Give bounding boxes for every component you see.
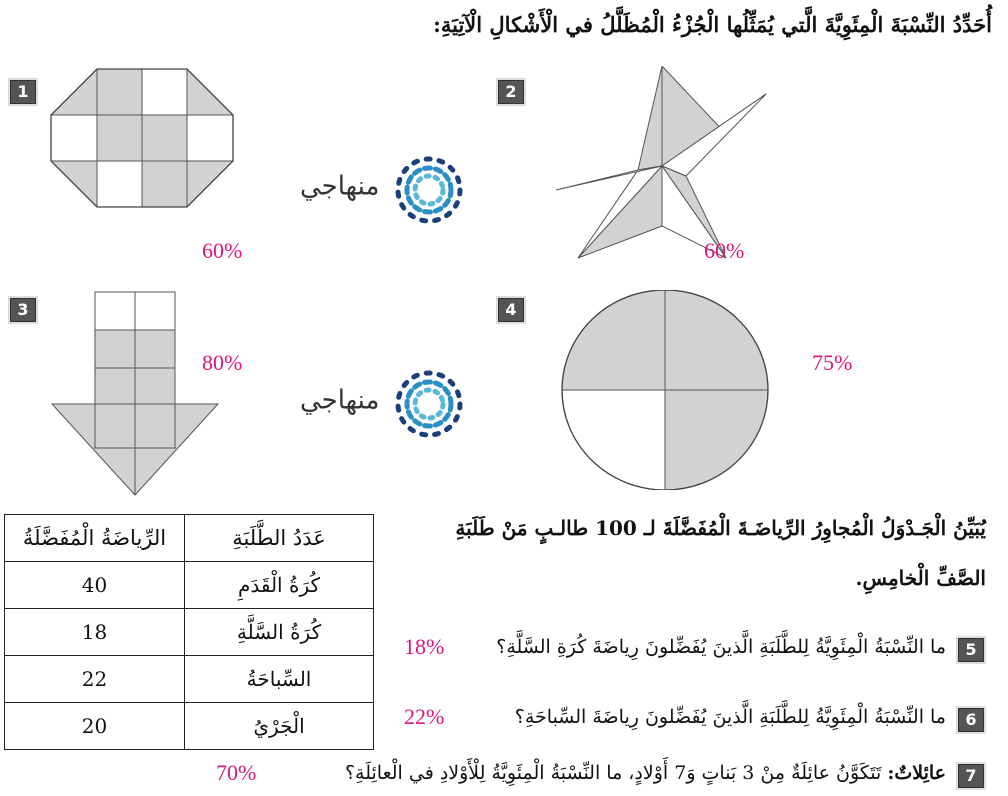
watermark-emblem-icon (385, 152, 473, 228)
star-shape (556, 66, 770, 262)
answer-text: 18% (404, 634, 445, 659)
question-text: تَتَكَوَّنُ عائِلَةٌ مِنْ 3 بَناتٍ وَ7 أَوْلادٍ، ما النِّسْبَةُ الْمِئَوِيَّةُ لِلْأَوْلادِ في الْعائِلَةِ؟ (344, 762, 882, 784)
table-row (5, 703, 374, 750)
table-header-cell: عَدَدُ الطَّلَبَةِ (185, 515, 374, 562)
sport-cell: كُرَةُ الْقَدَمِ (185, 562, 374, 609)
question-number-badge: 5 (956, 636, 986, 664)
watermark-logo (300, 152, 473, 228)
favorite-sports-table (4, 514, 374, 750)
answer-text: 60% (202, 238, 243, 263)
watermark-text: منهاجي (300, 171, 380, 202)
question-number-badge: 2 (496, 78, 526, 106)
answer-text: 22% (404, 704, 445, 729)
octagon-grid-shape (50, 68, 234, 208)
question-text: ما النِّسْبَةُ الْمِئَوِيَّةُ لِلطَّلَبَةِ الَّذينَ يُفَضِّلونَ رِياضَةَ السِّباحَةِ؟ (514, 706, 946, 728)
question-number-badge: 1 (8, 78, 38, 106)
answer-text: 75% (812, 350, 853, 375)
arrow-grid-shape (50, 290, 220, 498)
table-header-cell: الرِّياضَةُ الْمُفَضَّلَةُ (5, 515, 185, 562)
table-description-line: يُبَيِّنُ الْجَـدْوَلُ الْمُجاوِرُ الرِّياضَـةَ الْمُفَضَّلَةَ لـ 100 طالـبٍ مَنْ طَلَبَةِ (455, 516, 986, 540)
question-label: عائِلاتٌ: (887, 762, 946, 784)
sport-cell: السِّباحَةُ (185, 656, 374, 703)
count-cell: 40 (5, 562, 185, 609)
table-description-line: الصَّفِّ الْخامِسِ. (855, 566, 986, 590)
watermark-text: منهاجي (300, 385, 380, 416)
question-number-badge: 3 (8, 296, 38, 324)
count-cell: 20 (5, 703, 185, 750)
question-number-badge: 6 (956, 706, 986, 734)
answer-text: 70% (216, 760, 257, 785)
question-line (345, 762, 946, 784)
watermark-logo (300, 366, 473, 442)
count-cell: 18 (5, 609, 185, 656)
sport-cell: الْجَرْيُ (185, 703, 374, 750)
answer-text: 60% (704, 238, 745, 263)
question-number-badge: 4 (496, 296, 526, 324)
table-row (5, 562, 374, 609)
table-row (5, 656, 374, 703)
count-cell: 22 (5, 656, 185, 703)
question-text: ما النِّسْبَةُ الْمِئَوِيَّةُ لِلطَّلَبَةِ الَّذينَ يُفَضِّلونَ رِياضَةَ كُرَةِ السَّلَّةِ؟ (496, 636, 946, 658)
page-heading: أُحَدِّدُ النِّسْبَةَ الْمِئَوِيَّةَ الَّتي يُمَثِّلُها الْجُزْءُ الْمُظَلَّلُ في الْأَشْكالِ الْآتِيَةِ: (433, 12, 992, 37)
question-number-badge: 7 (956, 762, 986, 790)
table-header-row (5, 515, 374, 562)
circle-quarters-shape (560, 290, 770, 490)
watermark-emblem-icon (385, 366, 473, 442)
answer-text: 80% (202, 350, 243, 375)
table-row (5, 609, 374, 656)
sport-cell: كُرَةُ السَّلَّةِ (185, 609, 374, 656)
